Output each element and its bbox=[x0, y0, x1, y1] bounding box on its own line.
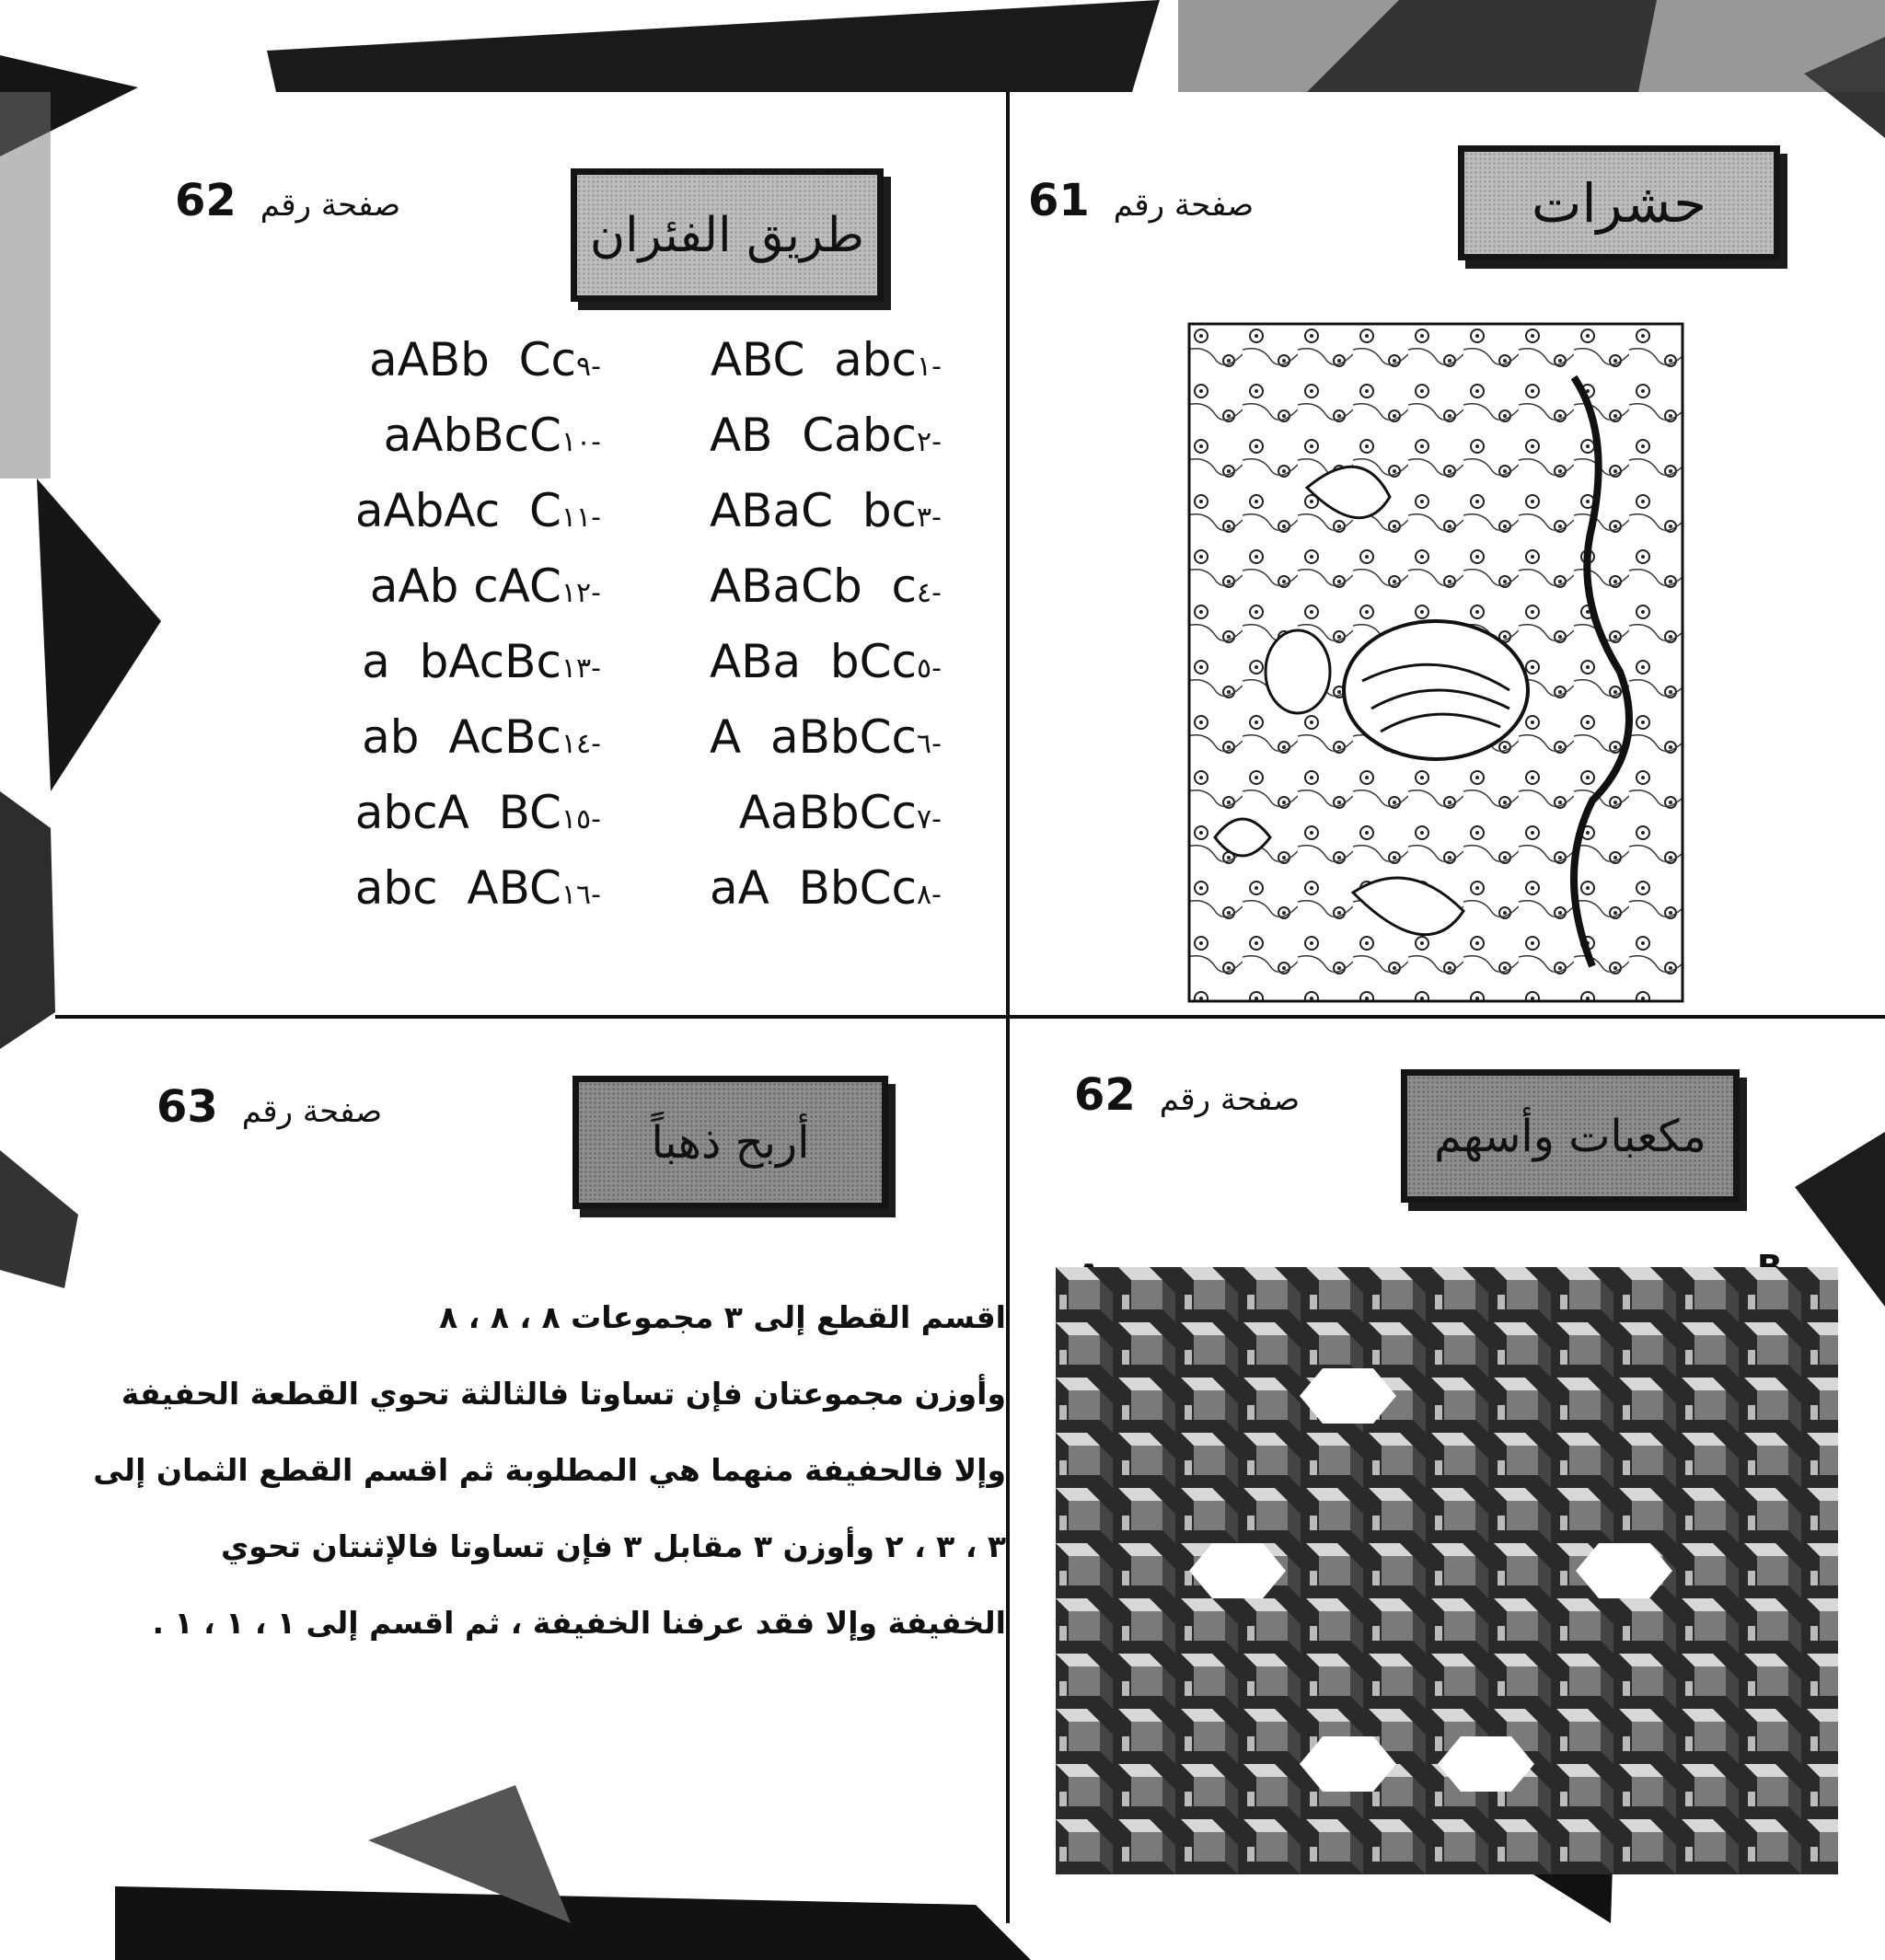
page-label-text: صفحة رقم bbox=[241, 1093, 383, 1130]
puzzle-title: حشرات bbox=[1531, 171, 1707, 235]
puzzle-title: أربح ذهباً bbox=[651, 1116, 810, 1169]
solution-line: وأوزن مجموعتان فإن تساوتا فالثالثة تحوي القطعة الحفيفة bbox=[121, 1376, 1006, 1412]
solution-line: ٣ ، ٣ ، ٢ وأوزن ٣ مقابل ٣ فإن تساوتا فالإثنتان تحوي bbox=[220, 1528, 1006, 1564]
page-number-label bbox=[156, 1081, 382, 1133]
cube-grid-illustration bbox=[1056, 1267, 1838, 1874]
page-label-text: صفحة رقم bbox=[1159, 1081, 1301, 1118]
puzzle-title-box bbox=[1458, 145, 1780, 260]
sequence-item: -٣ABaC bc bbox=[709, 484, 942, 537]
puzzle-cubes-arrows bbox=[1010, 1019, 1885, 1923]
puzzle-insects bbox=[1010, 92, 1885, 1015]
page-number-label bbox=[1028, 175, 1254, 226]
page-label-text: صفحة رقم bbox=[260, 187, 401, 224]
left-stripes bbox=[0, 791, 55, 1049]
insect-puzzle-illustration bbox=[1187, 322, 1684, 1003]
page-number-label bbox=[175, 175, 400, 226]
sequence-item: -٨aA BbCc bbox=[709, 861, 942, 915]
sequence-item: -١٣a bAcBc bbox=[362, 635, 601, 688]
left-photo-strip bbox=[0, 92, 51, 478]
puzzle-title: مكعبات وأسهم bbox=[1434, 1110, 1706, 1162]
solution-paragraph bbox=[86, 1279, 1006, 1661]
sequence-item: -١ABC abc bbox=[710, 333, 942, 386]
page-label-text: صفحة رقم bbox=[1113, 187, 1255, 224]
puzzle-title-box bbox=[571, 168, 884, 302]
page-number-value: 62 bbox=[1074, 1069, 1136, 1121]
sequence-item: -١٠aAbBcC bbox=[383, 409, 601, 462]
solution-line: الخفيفة وإلا فقد عرفنا الخفيفة ، ثم اقسم إلى ١ ، ١ ، ١ . bbox=[152, 1605, 1006, 1641]
sequence-item: -١٤ab AcBc bbox=[362, 710, 601, 764]
sequence-item: -١٥abcA BC bbox=[354, 786, 601, 839]
sequence-item: -٩aABb Cc bbox=[368, 333, 601, 386]
page-number-value: 62 bbox=[175, 175, 237, 226]
page-number-value: 61 bbox=[1028, 175, 1090, 226]
puzzle-title: طريق الفئران bbox=[589, 207, 865, 263]
page-number-label bbox=[1074, 1069, 1300, 1121]
sequence-item: -٥ABa bCc bbox=[709, 635, 942, 688]
sequence-item: -٦A aBbCc bbox=[709, 710, 942, 764]
sequence-list-left bbox=[214, 322, 601, 926]
puzzle-win-gold bbox=[55, 1019, 1006, 1923]
sequence-item: -١٢aAb cAC bbox=[369, 559, 601, 613]
sequence-item: -١٦abc ABC bbox=[354, 861, 601, 915]
sequence-item: -١١aAbAc C bbox=[354, 484, 601, 537]
top-photo-strip bbox=[1178, 0, 1885, 92]
puzzle-title-box bbox=[1401, 1069, 1740, 1203]
sequence-item: -٢AB Cabc bbox=[709, 409, 942, 462]
sequence-item: -٤ABaCb c bbox=[709, 559, 942, 613]
sequence-list-right bbox=[610, 322, 942, 926]
page-number-value: 63 bbox=[156, 1081, 218, 1133]
solution-line: اقسم القطع إلى ٣ مجموعات ٨ ، ٨ ، ٨ bbox=[439, 1299, 1006, 1335]
top-dark-band bbox=[267, 0, 1160, 92]
puzzle-mouse-path bbox=[55, 92, 1006, 1015]
sequence-item: -٧AaBbCc bbox=[738, 786, 942, 839]
puzzle-title-box bbox=[572, 1076, 888, 1209]
solution-line: وإلا فالحفيفة منهما هي المطلوبة ثم اقسم القطع الثمان إلى bbox=[93, 1452, 1006, 1488]
